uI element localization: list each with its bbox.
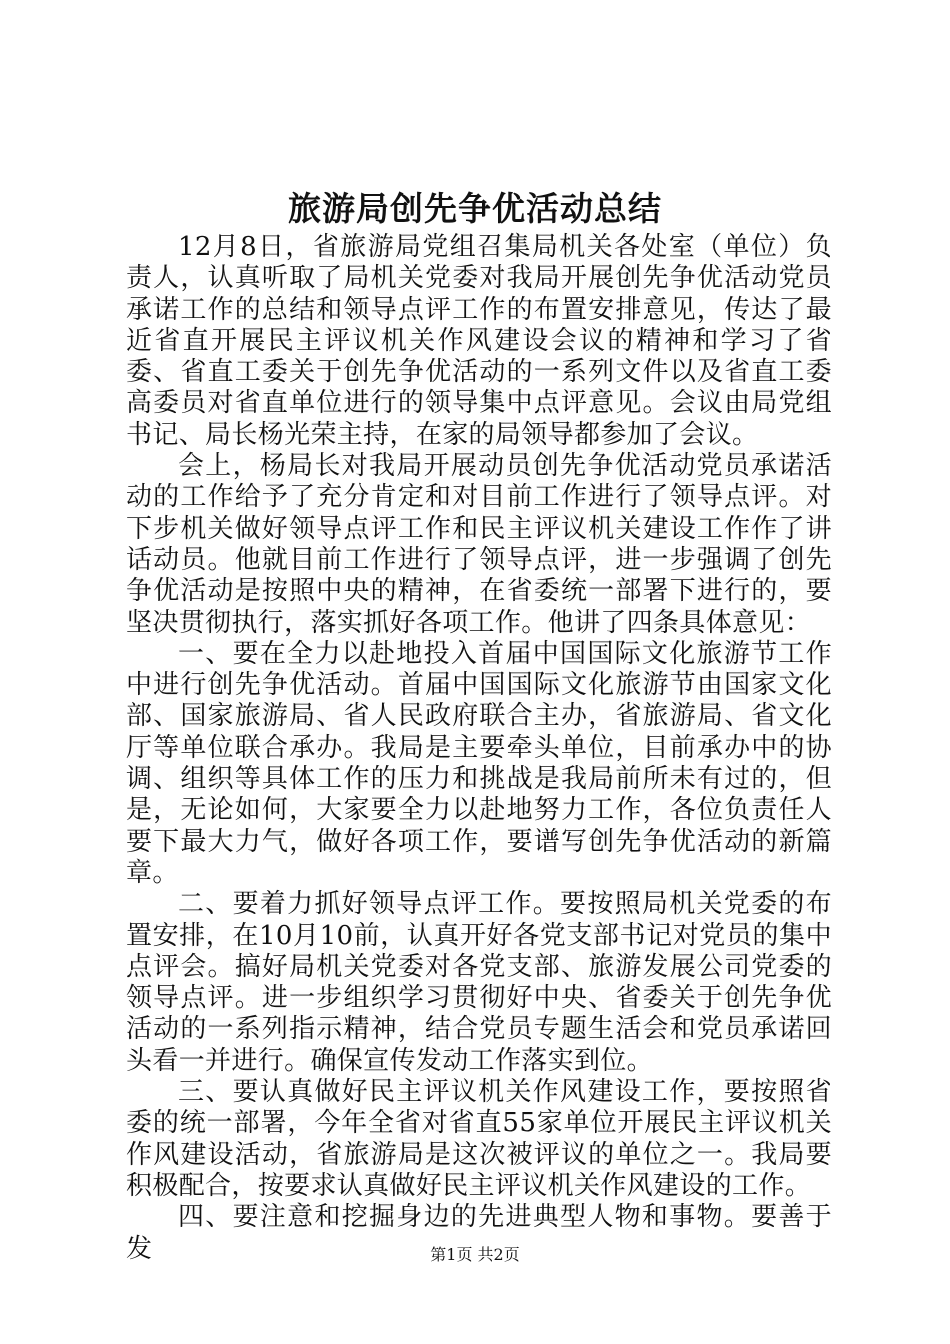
paragraph: 三、要认真做好民主评议机关作风建设工作，要按照省委的统一部署，今年全省对省直55家单位开展民主评议机关作风建设活动，省旅游局是这次被评议的单位之一。我局要积极配合，按要求认真做好民主评议机关作风建设的工作。 <box>126 1077 832 1201</box>
paragraph: 四、要注意和挖掘身边的先进典型人物和事物。要善于发 <box>126 1202 832 1264</box>
document-title: 旅游局创先争优活动总结 <box>288 189 662 228</box>
paragraph: 12月8日，省旅游局党组召集局机关各处室（单位）负责人，认真听取了局机关党委对我局开展创先争优活动党员承诺工作的总结和领导点评工作的布置安排意见，传达了最近省直开展民主评议机关作风建设会议的精神和学习了省委、省直工委关于创先争优活动的一系列文件以及省直工委高委员对省直单位进行的领导集中点评意见。会议由局党组书记、局长杨光荣主持，在家的局领导都参加了会议。 <box>126 232 832 450</box>
paragraph: 会上，杨局长对我局开展动员创先争优活动党员承诺活动的工作给予了充分肯定和对目前工作进行了领导点评。对下步机关做好领导点评工作和民主评议机关建设工作作了讲话动员。他就目前工作进行了领导点评，进一步强调了创先争优活动是按照中央的精神，在省委统一部署下进行的，要坚决贯彻执行，落实抓好各项工作。他讲了四条具体意见： <box>126 451 832 638</box>
document-body <box>126 232 832 1265</box>
paragraph: 一、要在全力以赴地投入首届中国国际文化旅游节工作中进行创先争优活动。首届中国国际文化旅游节由国家文化部、国家旅游局、省人民政府联合主办，省旅游局、省文化厅等单位联合承办。我局是主要牵头单位，目前承办中的协调、组织等具体工作的压力和挑战是我局前所未有过的，但是，无论如何，大家要全力以赴地努力工作，各位负责任人要下最大力气，做好各项工作，要谱写创先争优活动的新篇章。 <box>126 638 832 888</box>
paragraph: 二、要着力抓好领导点评工作。要按照局机关党委的布置安排，在10月10前，认真开好各党支部书记对党员的集中点评会。搞好局机关党委对各党支部、旅游发展公司党委的领导点评。进一步组织学习贯彻好中央、省委关于创先争优活动的一系列指示精神，结合党员专题生活会和党员承诺回头看一并进行。确保宣传发动工作落实到位。 <box>126 889 832 1076</box>
page-number-footer: 第1页 共2页 <box>430 1245 520 1264</box>
